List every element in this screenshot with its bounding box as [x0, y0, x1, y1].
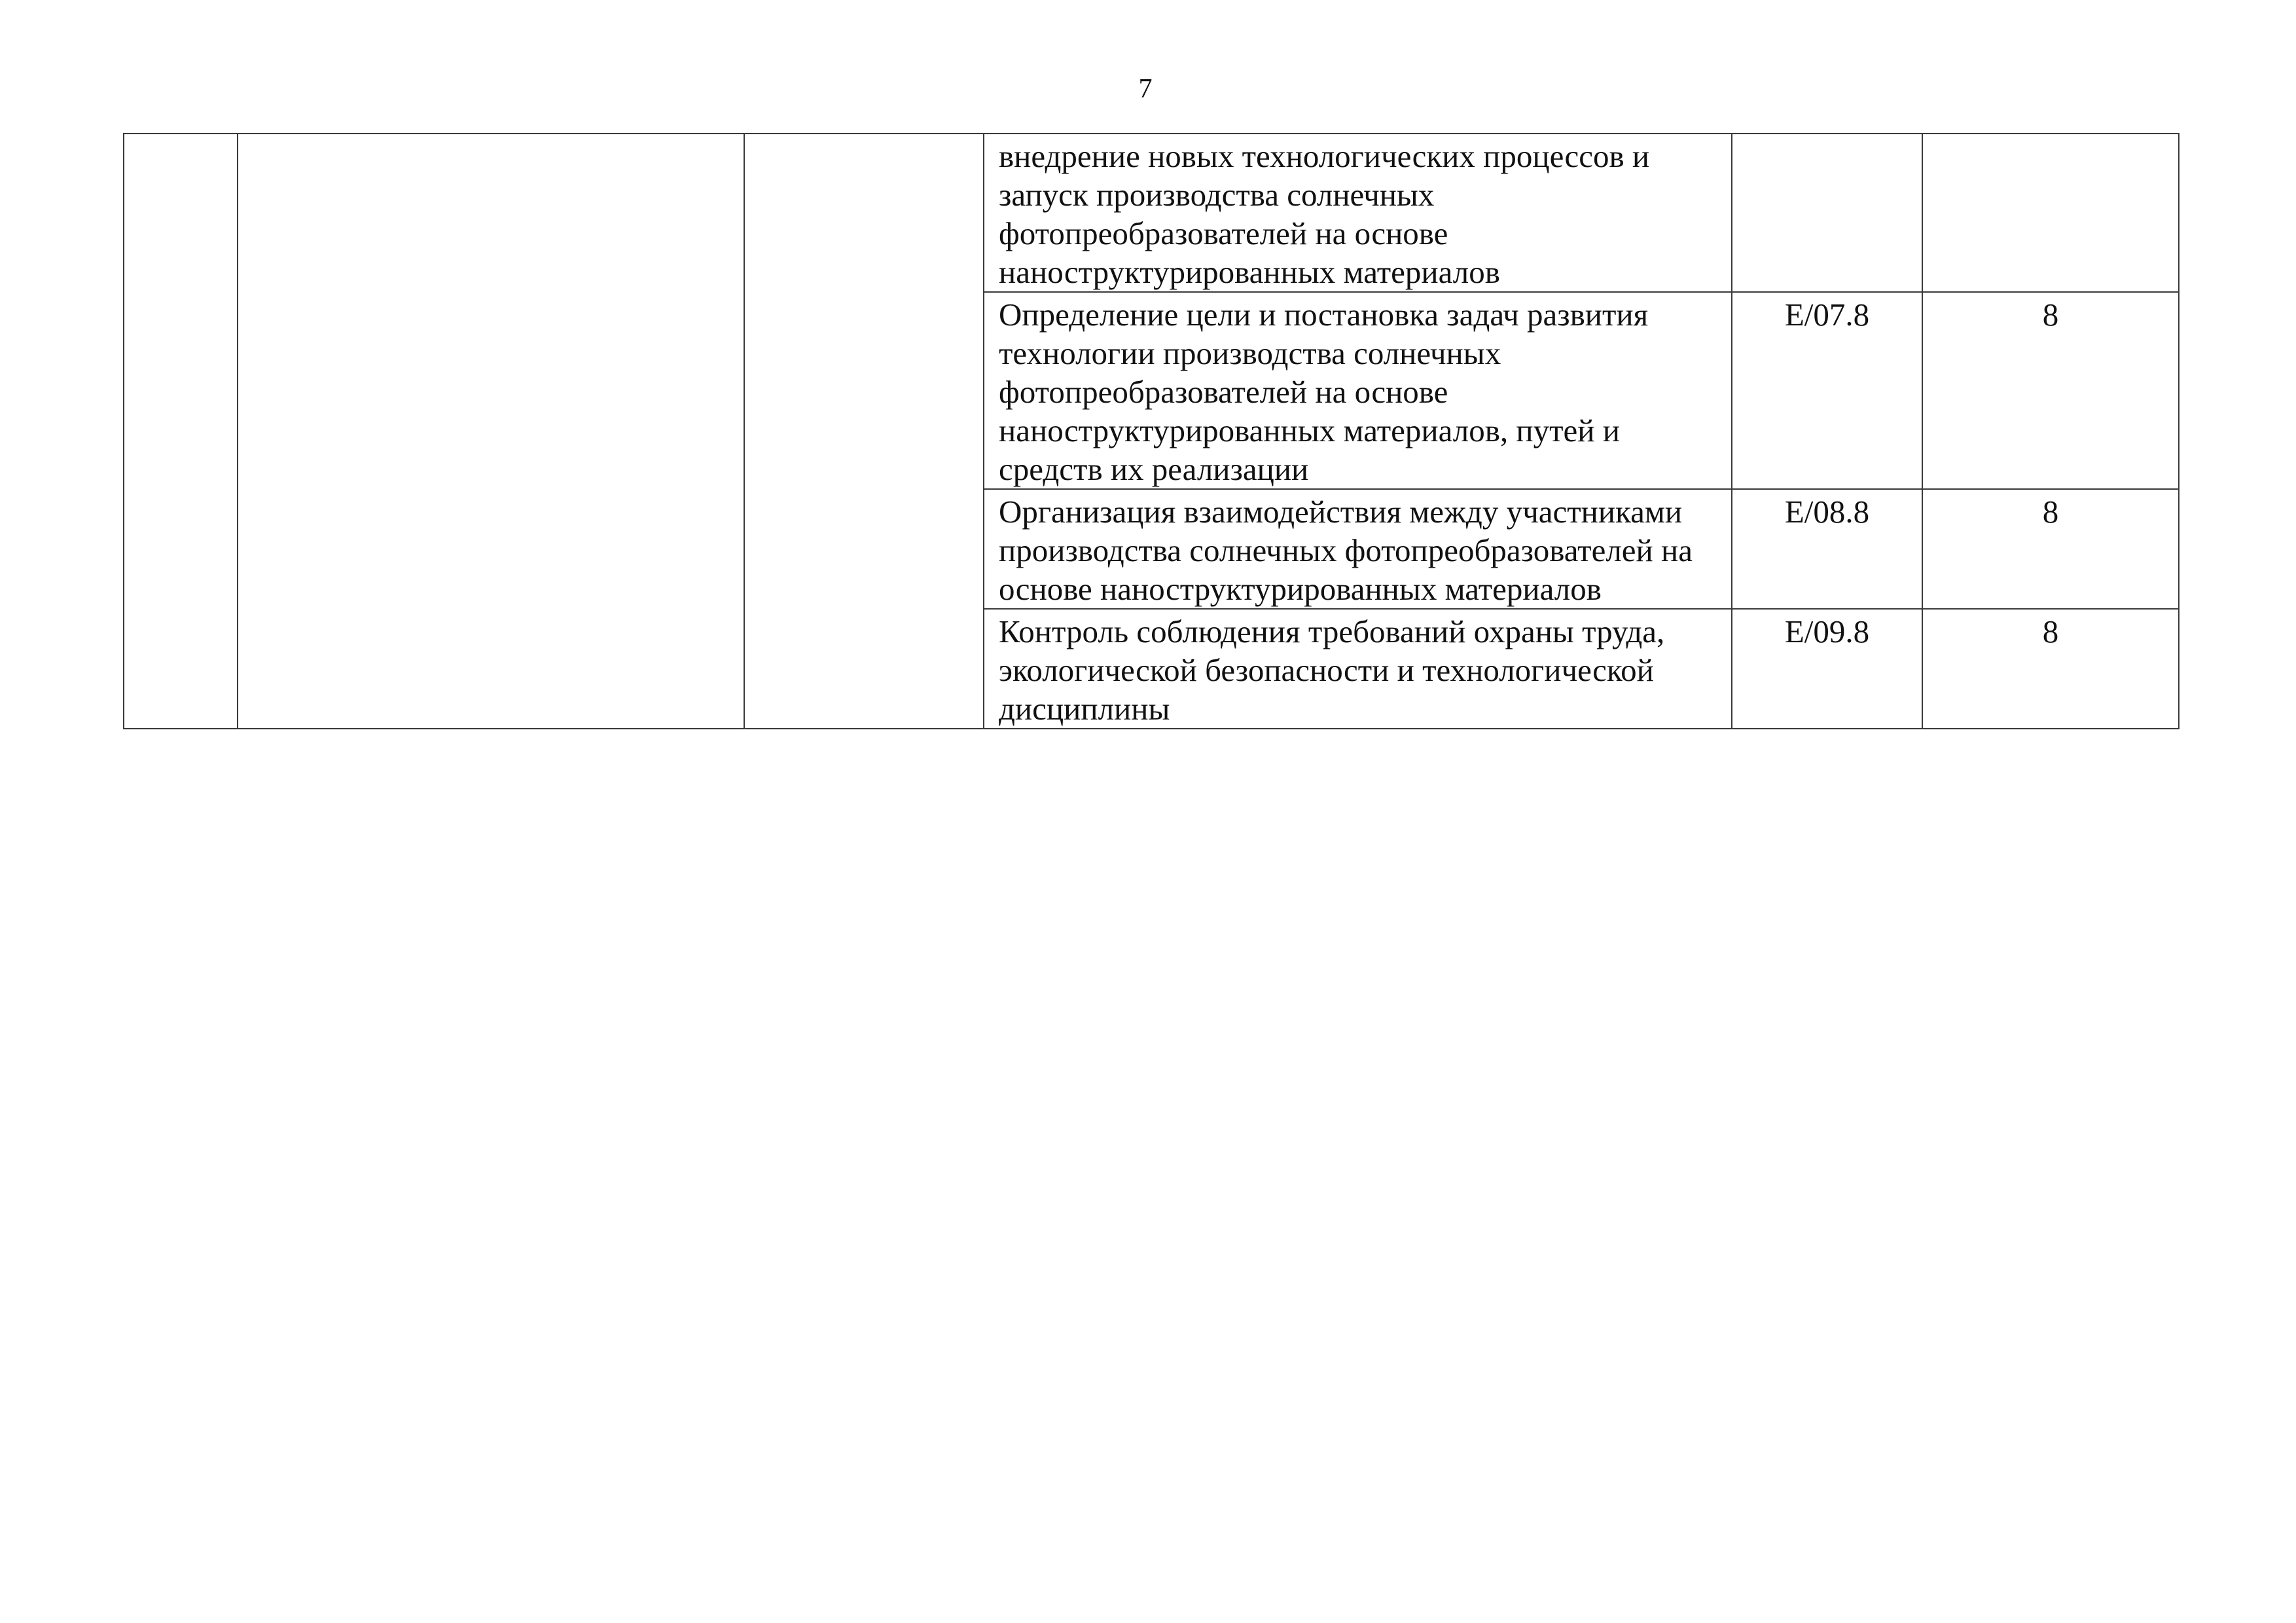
function-level: 8 — [1922, 489, 2179, 609]
function-description: Контроль соблюдения требований охраны труда, экологической безопасности и технологической дисциплины — [984, 609, 1732, 729]
function-level: 8 — [1922, 609, 2179, 729]
function-description: Определение цели и постановка задач развития технологии производства солнечных фотопреобразователей на основе наноструктурированных материалов, путей и средств их реализации — [984, 292, 1732, 489]
qualification-level-cell — [744, 134, 984, 729]
function-code: E/09.8 — [1732, 609, 1922, 729]
page-number: 7 — [1138, 74, 1153, 104]
function-code: E/08.8 — [1732, 489, 1922, 609]
number-cell — [124, 134, 238, 729]
function-description: Организация взаимодействия между участниками производства солнечных фотопреобразователей на основе наноструктурированных материалов — [984, 489, 1732, 609]
generalized-function-cell — [238, 134, 744, 729]
functions-table — [123, 133, 2179, 729]
function-code — [1732, 134, 1922, 292]
function-code: E/07.8 — [1732, 292, 1922, 489]
function-level: 8 — [1922, 292, 2179, 489]
function-level — [1922, 134, 2179, 292]
table-row — [124, 134, 2179, 292]
function-description: внедрение новых технологических процессов и запуск производства солнечных фотопреобразователей на основе наноструктурированных материалов — [984, 134, 1732, 292]
